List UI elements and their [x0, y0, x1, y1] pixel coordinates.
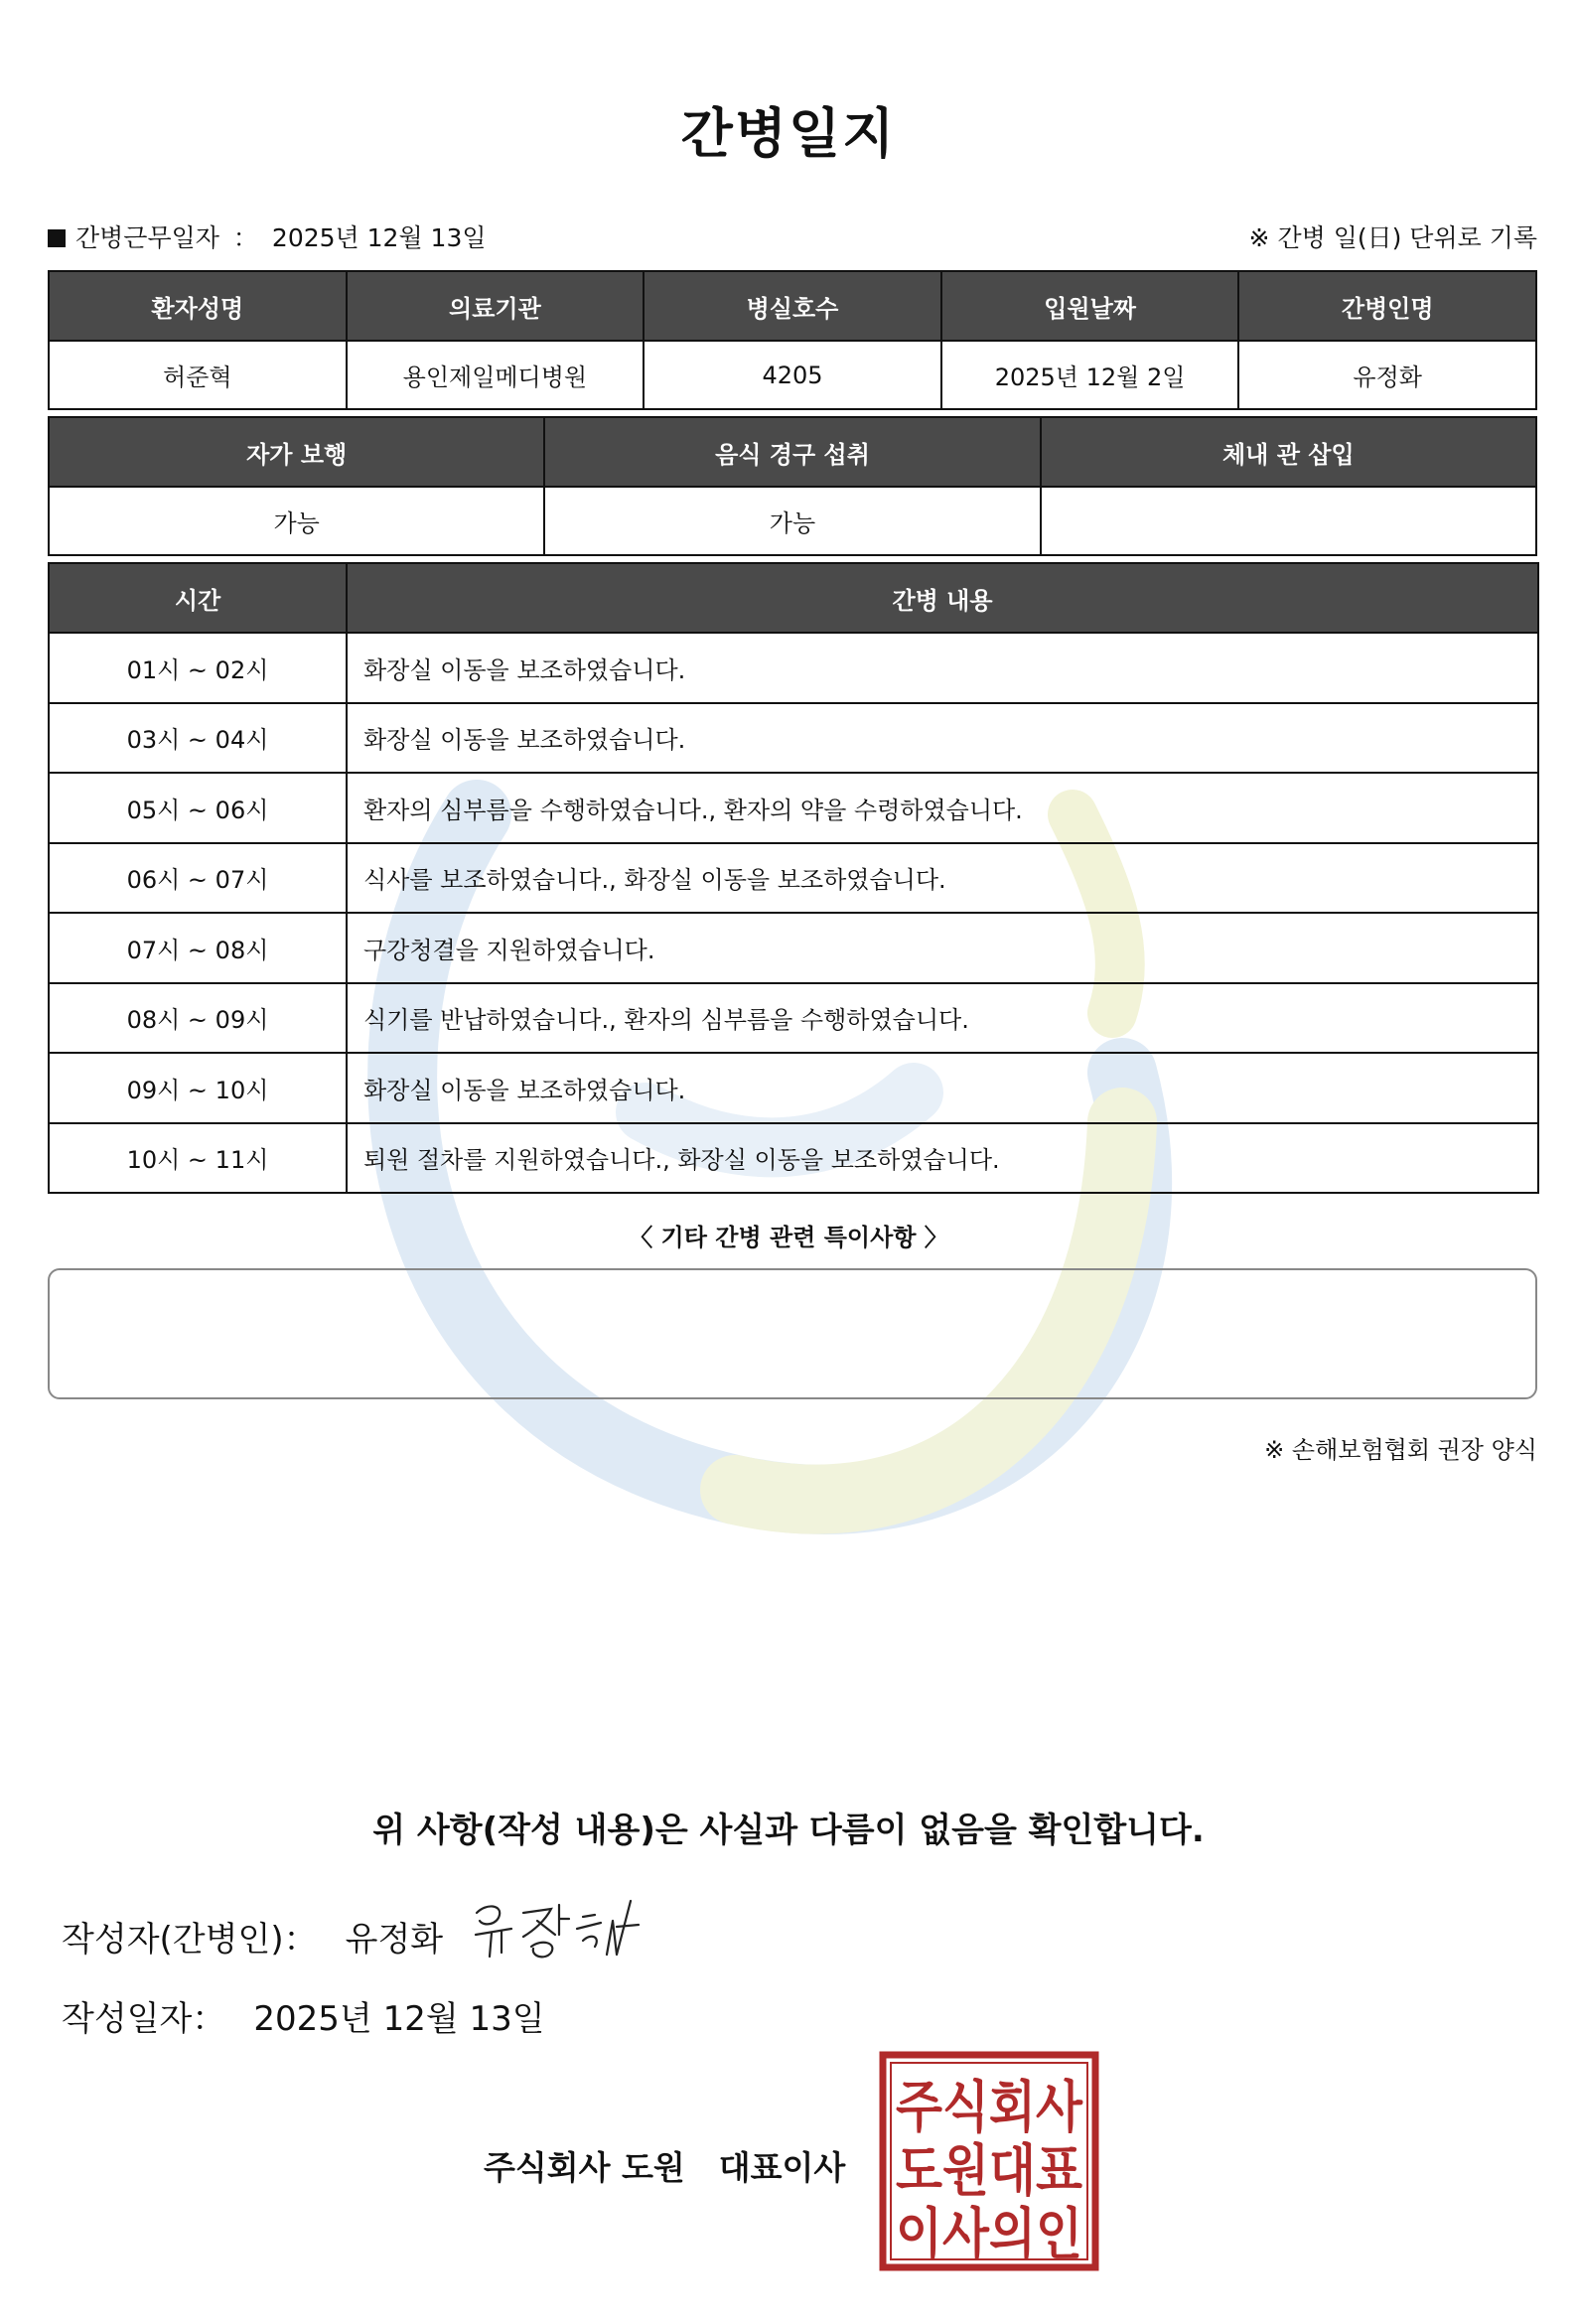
- caregiver-name-cell: 유정화: [1238, 341, 1536, 409]
- company-seal-stamp: [879, 2051, 1099, 2271]
- self-walking-cell: 가능: [49, 487, 544, 555]
- writer-name: 유정화: [345, 1920, 444, 1960]
- written-date-label: 작성일자：: [62, 1999, 226, 2039]
- work-date-value: 2025년 12월 13일: [271, 223, 487, 252]
- remarks-box: [48, 1268, 1537, 1399]
- company-signature-line: [484, 2142, 845, 2189]
- oral-intake-cell: 가능: [544, 487, 1040, 555]
- patient-name-cell: 허준혁: [49, 341, 347, 409]
- content-cell: 식기를 반납하였습니다., 환자의 심부름을 수행하였습니다.: [347, 983, 1538, 1054]
- header-care-content: 간병 내용: [347, 563, 1538, 633]
- confirmation-statement: 위 사항(작성 내용)은 사실과 다름이 없음을 확인합니다.: [372, 1811, 1205, 1850]
- work-date-line: [48, 218, 487, 254]
- content-cell: 환자의 심부름을 수행하였습니다., 환자의 약을 수령하였습니다.: [347, 773, 1538, 843]
- writer-line: [62, 1912, 443, 1961]
- form-note: ※ 손해보험협회 권장 양식: [1264, 1436, 1537, 1464]
- record-note: ※ 간병 일(日) 단위로 기록: [1248, 223, 1537, 252]
- content-cell: 화장실 이동을 보조하였습니다.: [347, 1053, 1538, 1123]
- header-oral-intake: 음식 경구 섭취: [544, 417, 1040, 487]
- svg-text:도원대표: 도원대표: [896, 2139, 1082, 2204]
- admission-date-cell: 2025년 12월 2일: [941, 341, 1239, 409]
- table-row: [49, 633, 1538, 703]
- content-cell: 식사를 보조하였습니다., 화장실 이동을 보조하였습니다.: [347, 843, 1538, 914]
- work-date-label: 간병근무일자: [75, 223, 219, 252]
- time-cell: 07시 ~ 08시: [49, 913, 347, 983]
- table-row: [49, 703, 1538, 774]
- time-cell: 06시 ~ 07시: [49, 843, 347, 914]
- header-tube-insertion: 체내 관 삽입: [1041, 417, 1536, 487]
- time-cell: 08시 ~ 09시: [49, 983, 347, 1054]
- header-time: 시간: [49, 563, 347, 633]
- svg-text:이사의인: 이사의인: [896, 2203, 1082, 2267]
- time-cell: 10시 ~ 11시: [49, 1123, 347, 1194]
- table-row: [49, 983, 1538, 1054]
- patient-info-header-row: [49, 271, 1536, 341]
- header-caregiver-name: 간병인명: [1238, 271, 1536, 341]
- handwritten-signature: [472, 1895, 645, 1974]
- writer-label: 작성자(간병인)：: [62, 1920, 318, 1960]
- content-cell: 구강청결을 지원하였습니다.: [347, 913, 1538, 983]
- written-date-line: [62, 1991, 545, 2040]
- content-cell: 퇴원 절차를 지원하였습니다., 화장실 이동을 보조하였습니다.: [347, 1123, 1538, 1194]
- header-admission-date: 입원날짜: [941, 271, 1239, 341]
- content-cell: 화장실 이동을 보조하였습니다.: [347, 703, 1538, 774]
- patient-status-table: [48, 416, 1537, 556]
- time-cell: 01시 ~ 02시: [49, 633, 347, 703]
- header-hospital: 의료기관: [347, 271, 645, 341]
- hospital-cell: 용인제일메디병원: [347, 341, 645, 409]
- table-row: [49, 913, 1538, 983]
- header-patient-name: 환자성명: [49, 271, 347, 341]
- time-cell: 03시 ~ 04시: [49, 703, 347, 774]
- status-header-row: [49, 417, 1536, 487]
- table-row: [49, 1053, 1538, 1123]
- table-row: [49, 843, 1538, 914]
- status-value-row: [49, 487, 1536, 555]
- work-date-separator: ：: [232, 223, 258, 252]
- tube-insertion-cell: [1041, 487, 1536, 555]
- svg-text:주식회사: 주식회사: [896, 2076, 1083, 2140]
- content-cell: 화장실 이동을 보조하였습니다.: [347, 633, 1538, 703]
- care-log-table: [48, 562, 1539, 1194]
- room-number-cell: 4205: [644, 341, 941, 409]
- care-log-header-row: [49, 563, 1538, 633]
- document-title: 간병일지: [680, 102, 897, 165]
- company-name: 주식회사 도원: [484, 2148, 685, 2187]
- time-cell: 09시 ~ 10시: [49, 1053, 347, 1123]
- written-date-value: 2025년 12월 13일: [253, 1999, 545, 2039]
- time-cell: 05시 ~ 06시: [49, 773, 347, 843]
- table-row: [49, 1123, 1538, 1194]
- patient-info-value-row: [49, 341, 1536, 409]
- header-self-walking: 자가 보행: [49, 417, 544, 487]
- square-bullet-icon: [48, 229, 66, 247]
- company-title: 대표이사: [718, 2148, 846, 2187]
- header-room-number: 병실호수: [644, 271, 941, 341]
- remarks-title: 〈 기타 간병 관련 특이사항 〉: [629, 1224, 948, 1251]
- table-row: [49, 773, 1538, 843]
- patient-info-table: [48, 270, 1537, 410]
